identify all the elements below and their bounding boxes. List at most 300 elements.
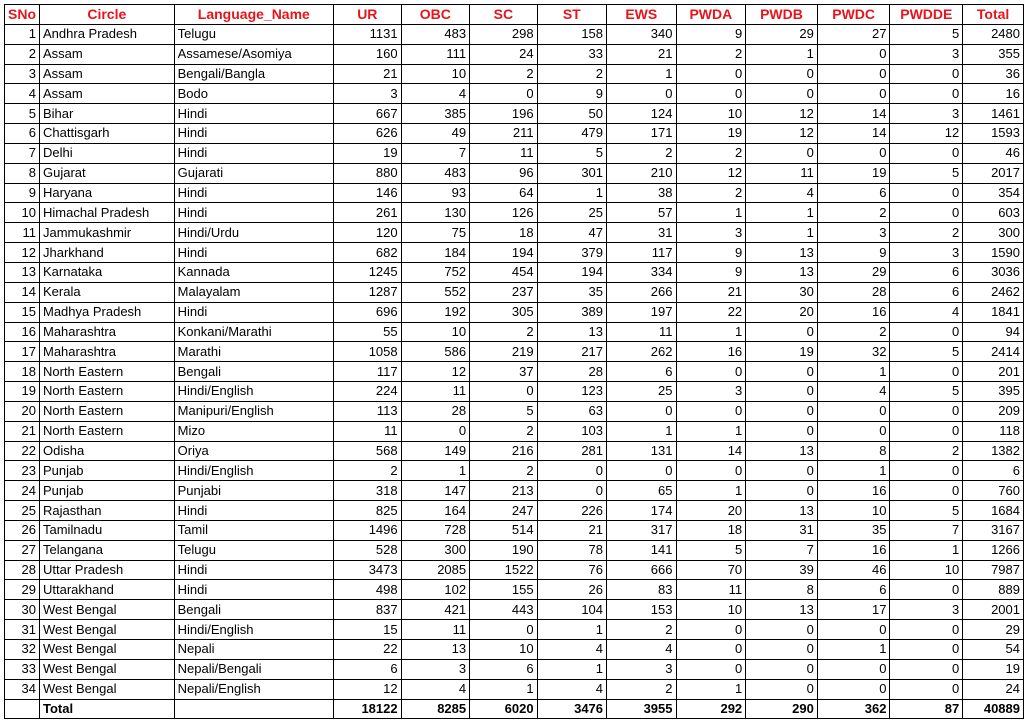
cell-pwdde: 0 [890,401,963,421]
cell-pwdc: 16 [817,540,890,560]
cell-pwdc: 14 [817,124,890,144]
cell-sc: 37 [470,362,537,382]
cell-language-name: Bengali/Bangla [174,64,333,84]
cell-pwdc: 8 [817,441,890,461]
cell-pwdc: 29 [817,262,890,282]
table-row [5,104,1024,124]
cell-language-name: Nepali/Bengali [174,659,333,679]
cell-obc: 483 [401,163,470,183]
cell-circle: Assam [40,44,175,64]
cell-pwdb: 0 [746,322,818,342]
cell-ur: 22 [334,640,402,660]
cell-sc: 64 [470,183,537,203]
cell-pwda: 14 [676,441,746,461]
header-pwda: PWDA [676,5,746,25]
cell-pwdde: 0 [890,620,963,640]
cell-pwdc: 0 [817,620,890,640]
table-row [5,223,1024,243]
header-ur: UR [334,5,402,25]
cell-pwdde: 2 [890,441,963,461]
total-st: 3476 [537,699,606,719]
cell-st: 25 [537,203,606,223]
cell-sno: 20 [5,401,40,421]
cell-obc: 11 [401,620,470,640]
cell-pwdb: 13 [746,501,818,521]
cell-ews: 171 [607,124,676,144]
cell-total: 6 [963,461,1024,481]
cell-language-name: Kannada [174,262,333,282]
cell-pwdb: 0 [746,679,818,699]
cell-language-name: Assamese/Asomiya [174,44,333,64]
cell-circle: Jammukashmir [40,223,175,243]
cell-ur: 146 [334,183,402,203]
total-sno-cell [5,699,40,719]
cell-language-name: Hindi [174,501,333,521]
cell-ur: 19 [334,143,402,163]
cell-sc: 194 [470,243,537,263]
cell-pwdb: 0 [746,84,818,104]
cell-pwdb: 0 [746,659,818,679]
cell-pwdde: 6 [890,282,963,302]
cell-circle: North Eastern [40,382,175,402]
cell-pwda: 0 [676,640,746,660]
cell-total: 1593 [963,124,1024,144]
cell-circle: Jharkhand [40,243,175,263]
cell-sno: 19 [5,382,40,402]
table-row [5,401,1024,421]
cell-ews: 2 [607,620,676,640]
cell-pwdb: 0 [746,382,818,402]
table-row [5,243,1024,263]
cell-total: 2480 [963,24,1024,44]
cell-sc: 219 [470,342,537,362]
cell-sc: 96 [470,163,537,183]
cell-total: 94 [963,322,1024,342]
cell-sc: 5 [470,401,537,421]
cell-st: 33 [537,44,606,64]
cell-ur: 6 [334,659,402,679]
cell-sno: 34 [5,679,40,699]
cell-pwda: 11 [676,580,746,600]
cell-sc: 2 [470,64,537,84]
cell-pwdc: 0 [817,421,890,441]
cell-obc: 49 [401,124,470,144]
cell-ur: 318 [334,481,402,501]
cell-obc: 11 [401,382,470,402]
cell-pwda: 0 [676,461,746,481]
cell-st: 47 [537,223,606,243]
cell-st: 26 [537,580,606,600]
cell-pwdc: 3 [817,223,890,243]
cell-ews: 1 [607,421,676,441]
cell-ews: 2 [607,143,676,163]
cell-pwdc: 6 [817,183,890,203]
cell-circle: Uttarakhand [40,580,175,600]
cell-pwdde: 0 [890,84,963,104]
table-row [5,282,1024,302]
table-row [5,124,1024,144]
cell-ur: 224 [334,382,402,402]
cell-pwda: 1 [676,679,746,699]
cell-pwdb: 0 [746,143,818,163]
cell-pwdde: 5 [890,382,963,402]
cell-total: 1841 [963,302,1024,322]
cell-obc: 300 [401,540,470,560]
cell-pwda: 12 [676,163,746,183]
cell-ews: 0 [607,401,676,421]
cell-ur: 498 [334,580,402,600]
cell-pwda: 0 [676,401,746,421]
cell-sno: 4 [5,84,40,104]
cell-st: 4 [537,679,606,699]
cell-pwdc: 1 [817,362,890,382]
cell-pwdde: 0 [890,580,963,600]
cell-pwdb: 29 [746,24,818,44]
cell-ur: 626 [334,124,402,144]
cell-pwdc: 1 [817,461,890,481]
cell-ur: 1131 [334,24,402,44]
cell-obc: 28 [401,401,470,421]
cell-pwdc: 2 [817,322,890,342]
cell-ews: 25 [607,382,676,402]
header-circle: Circle [40,5,175,25]
cell-language-name: Hindi/English [174,382,333,402]
table-row [5,659,1024,679]
cell-language-name: Hindi [174,243,333,263]
cell-total: 54 [963,640,1024,660]
cell-pwdb: 7 [746,540,818,560]
cell-ur: 117 [334,362,402,382]
cell-pwdb: 13 [746,262,818,282]
table-row [5,362,1024,382]
cell-pwdb: 13 [746,243,818,263]
table-row [5,262,1024,282]
cell-sc: 2 [470,322,537,342]
table-row [5,501,1024,521]
cell-obc: 586 [401,342,470,362]
cell-ews: 21 [607,44,676,64]
cell-sno: 13 [5,262,40,282]
cell-ews: 141 [607,540,676,560]
cell-pwdc: 28 [817,282,890,302]
cell-sc: 18 [470,223,537,243]
cell-obc: 13 [401,640,470,660]
cell-ews: 334 [607,262,676,282]
cell-sno: 24 [5,481,40,501]
cell-total: 1684 [963,501,1024,521]
cell-ews: 31 [607,223,676,243]
cell-sno: 1 [5,24,40,44]
cell-circle: Himachal Pradesh [40,203,175,223]
cell-ur: 667 [334,104,402,124]
cell-ur: 825 [334,501,402,521]
table-row [5,163,1024,183]
cell-st: 217 [537,342,606,362]
cell-sc: 196 [470,104,537,124]
cell-circle: North Eastern [40,421,175,441]
table-row [5,481,1024,501]
cell-pwdb: 0 [746,461,818,481]
table-row [5,203,1024,223]
cell-pwda: 3 [676,382,746,402]
cell-obc: 552 [401,282,470,302]
cell-ews: 38 [607,183,676,203]
cell-st: 379 [537,243,606,263]
cell-sc: 2 [470,461,537,481]
cell-circle: Andhra Pradesh [40,24,175,44]
cell-obc: 1 [401,461,470,481]
cell-total: 19 [963,659,1024,679]
cell-total: 2017 [963,163,1024,183]
cell-language-name: Telugu [174,24,333,44]
table-row [5,540,1024,560]
cell-circle: West Bengal [40,679,175,699]
cell-language-name: Hindi [174,203,333,223]
cell-pwdde: 0 [890,421,963,441]
cell-obc: 10 [401,64,470,84]
cell-sc: 443 [470,600,537,620]
cell-sno: 23 [5,461,40,481]
cell-ur: 1245 [334,262,402,282]
total-pwdb: 290 [746,699,818,719]
cell-pwdb: 1 [746,223,818,243]
cell-ur: 15 [334,620,402,640]
cell-pwdde: 0 [890,679,963,699]
cell-sc: 216 [470,441,537,461]
cell-sno: 28 [5,560,40,580]
cell-pwdde: 7 [890,520,963,540]
cell-total: 1382 [963,441,1024,461]
cell-circle: West Bengal [40,659,175,679]
cell-obc: 728 [401,520,470,540]
cell-language-name: Nepali/English [174,679,333,699]
cell-sno: 2 [5,44,40,64]
table-row [5,143,1024,163]
total-pwdc: 362 [817,699,890,719]
cell-sno: 14 [5,282,40,302]
cell-sno: 25 [5,501,40,521]
cell-pwdb: 0 [746,620,818,640]
cell-ews: 266 [607,282,676,302]
cell-pwdde: 5 [890,501,963,521]
cell-circle: Chattisgarh [40,124,175,144]
cell-ews: 340 [607,24,676,44]
cell-pwdc: 16 [817,302,890,322]
cell-total: 1266 [963,540,1024,560]
cell-pwdde: 0 [890,64,963,84]
table-row [5,679,1024,699]
cell-pwdc: 0 [817,143,890,163]
cell-obc: 184 [401,243,470,263]
cell-sc: 11 [470,143,537,163]
cell-language-name: Hindi [174,104,333,124]
cell-pwdc: 6 [817,580,890,600]
cell-st: 78 [537,540,606,560]
cell-language-name: Hindi [174,302,333,322]
cell-ews: 0 [607,84,676,104]
cell-sno: 29 [5,580,40,600]
cell-sno: 17 [5,342,40,362]
cell-pwdde: 1 [890,540,963,560]
cell-circle: North Eastern [40,362,175,382]
cell-sno: 7 [5,143,40,163]
cell-pwda: 10 [676,104,746,124]
total-obc: 8285 [401,699,470,719]
cell-sno: 11 [5,223,40,243]
cell-pwda: 0 [676,362,746,382]
cell-total: 201 [963,362,1024,382]
cell-pwdde: 3 [890,243,963,263]
cell-circle: West Bengal [40,600,175,620]
cell-ur: 3473 [334,560,402,580]
cell-total: 2462 [963,282,1024,302]
cell-pwdb: 12 [746,104,818,124]
cell-ur: 160 [334,44,402,64]
cell-ur: 880 [334,163,402,183]
header-language-name: Language_Name [174,5,333,25]
cell-pwdde: 0 [890,461,963,481]
cell-pwdde: 5 [890,342,963,362]
cell-language-name: Telugu [174,540,333,560]
cell-sc: 213 [470,481,537,501]
cell-pwda: 0 [676,84,746,104]
header-total: Total [963,5,1024,25]
cell-pwdde: 4 [890,302,963,322]
cell-pwdde: 0 [890,143,963,163]
cell-pwdde: 5 [890,163,963,183]
cell-pwdb: 0 [746,421,818,441]
cell-sno: 33 [5,659,40,679]
cell-st: 63 [537,401,606,421]
cell-pwdde: 3 [890,600,963,620]
cell-sno: 26 [5,520,40,540]
cell-obc: 149 [401,441,470,461]
cell-obc: 75 [401,223,470,243]
cell-total: 2414 [963,342,1024,362]
cell-total: 1590 [963,243,1024,263]
cell-pwdb: 39 [746,560,818,580]
cell-ews: 666 [607,560,676,580]
table-row [5,342,1024,362]
cell-circle: Madhya Pradesh [40,302,175,322]
table-row [5,421,1024,441]
cell-pwda: 2 [676,44,746,64]
cell-pwdc: 4 [817,382,890,402]
total-sc: 6020 [470,699,537,719]
cell-language-name: Punjabi [174,481,333,501]
cell-pwda: 20 [676,501,746,521]
cell-ews: 3 [607,659,676,679]
cell-total: 209 [963,401,1024,421]
cell-st: 9 [537,84,606,104]
total-grand: 40889 [963,699,1024,719]
cell-st: 0 [537,481,606,501]
cell-pwdb: 12 [746,124,818,144]
cell-total: 3036 [963,262,1024,282]
cell-pwdde: 0 [890,362,963,382]
cell-ews: 317 [607,520,676,540]
cell-ews: 153 [607,600,676,620]
cell-pwda: 5 [676,540,746,560]
cell-pwdc: 0 [817,659,890,679]
cell-language-name: Bodo [174,84,333,104]
table-row [5,441,1024,461]
table-body [5,24,1024,699]
cell-language-name: Malayalam [174,282,333,302]
cell-circle: Assam [40,84,175,104]
cell-pwda: 9 [676,24,746,44]
cell-sc: 10 [470,640,537,660]
cell-language-name: Tamil [174,520,333,540]
header-ews: EWS [607,5,676,25]
cell-pwdb: 0 [746,401,818,421]
cell-ews: 4 [607,640,676,660]
cell-sno: 27 [5,540,40,560]
cell-circle: Uttar Pradesh [40,560,175,580]
cell-pwdde: 0 [890,659,963,679]
cell-pwdb: 13 [746,441,818,461]
cell-ews: 83 [607,580,676,600]
cell-sno: 22 [5,441,40,461]
cell-pwda: 70 [676,560,746,580]
cell-pwdb: 4 [746,183,818,203]
cell-sc: 247 [470,501,537,521]
cell-obc: 147 [401,481,470,501]
cell-ews: 131 [607,441,676,461]
cell-sno: 6 [5,124,40,144]
cell-pwdc: 10 [817,501,890,521]
cell-language-name: Hindi [174,183,333,203]
cell-pwdde: 2 [890,223,963,243]
cell-sc: 454 [470,262,537,282]
total-pwdde: 87 [890,699,963,719]
cell-st: 0 [537,461,606,481]
cell-pwdde: 0 [890,322,963,342]
cell-pwdde: 10 [890,560,963,580]
cell-sno: 18 [5,362,40,382]
cell-language-name: Hindi/Urdu [174,223,333,243]
cell-pwdc: 16 [817,481,890,501]
cell-pwda: 3 [676,223,746,243]
cell-pwdc: 32 [817,342,890,362]
cell-circle: West Bengal [40,620,175,640]
vacancy-table [4,4,1024,719]
cell-ur: 113 [334,401,402,421]
cell-pwdde: 0 [890,481,963,501]
header-pwdc: PWDC [817,5,890,25]
table-row [5,24,1024,44]
cell-pwda: 0 [676,64,746,84]
table-row [5,620,1024,640]
cell-sc: 6 [470,659,537,679]
cell-circle: Maharashtra [40,342,175,362]
cell-circle: Tamilnadu [40,520,175,540]
cell-pwdc: 35 [817,520,890,540]
cell-language-name: Bengali [174,362,333,382]
cell-st: 104 [537,600,606,620]
cell-pwdc: 0 [817,64,890,84]
cell-circle: Odisha [40,441,175,461]
cell-ur: 21 [334,64,402,84]
cell-total: 7987 [963,560,1024,580]
table-row [5,64,1024,84]
cell-ur: 261 [334,203,402,223]
cell-ews: 174 [607,501,676,521]
cell-pwda: 1 [676,322,746,342]
cell-sc: 1522 [470,560,537,580]
cell-circle: West Bengal [40,640,175,660]
cell-pwdc: 0 [817,401,890,421]
